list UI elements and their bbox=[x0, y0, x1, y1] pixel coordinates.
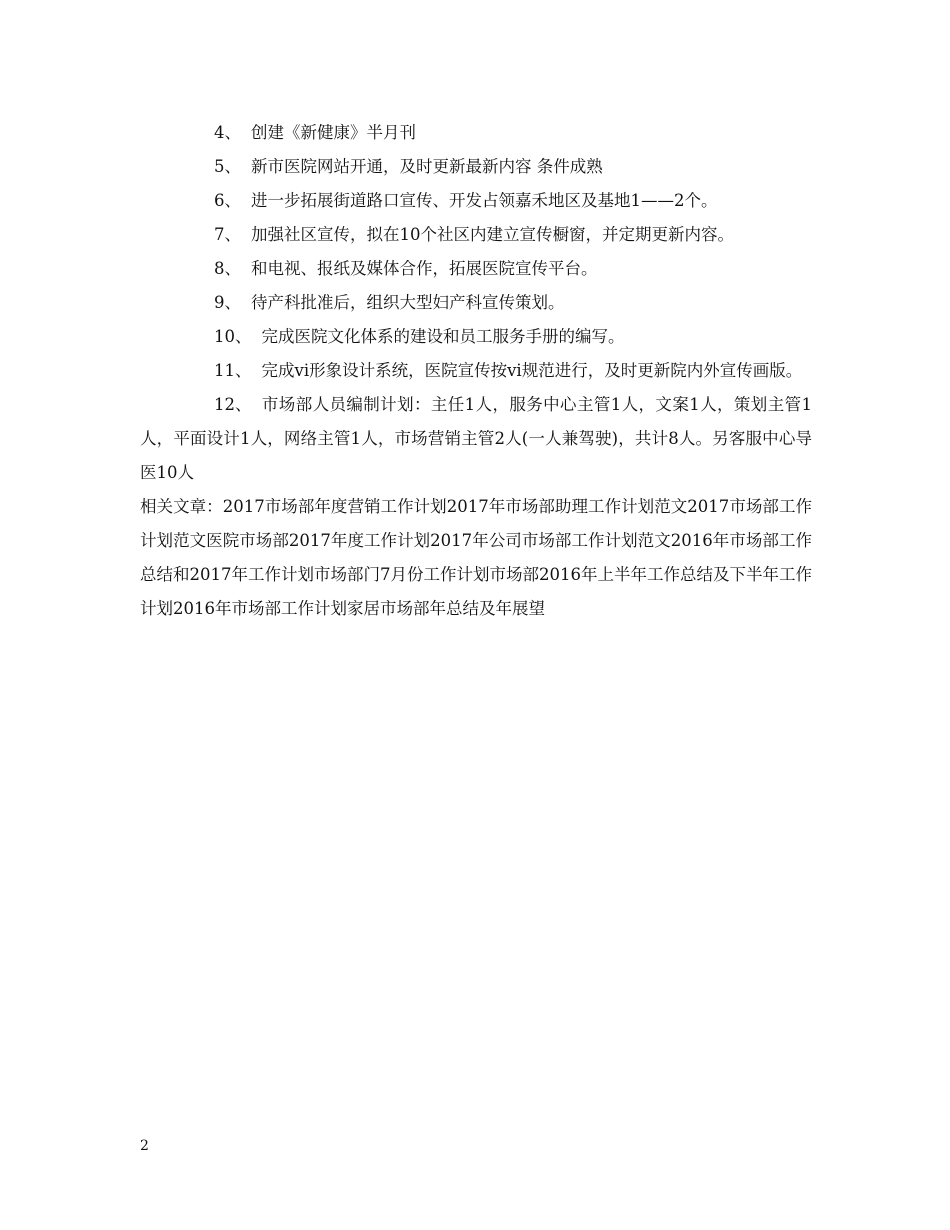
list-item-text: 完成医院文化体系的建设和员工服务手册的编写。 bbox=[261, 327, 625, 346]
list-item bbox=[140, 354, 812, 388]
list-item-text: 新市医院网站开通，及时更新最新内容 条件成熟 bbox=[251, 157, 603, 176]
list-item-number: 7、 bbox=[214, 225, 241, 244]
related-articles: 相关文章：2017市场部年度营销工作计划2017年市场部助理工作计划范文2017市场部工作计划范文医院市场部2017年度工作计划2017年公司市场部工作计划范文2016年市场部工作总结和2017年工作计划市场部门7月份工作计划市场部2016年上半年工作总结及下半年工作计划2016年市场部工作计划家居市场部年总结及年展望 bbox=[140, 497, 812, 618]
list-item-text: 进一步拓展街道路口宣传、开发占领嘉禾地区及基地1——2个。 bbox=[251, 191, 718, 210]
list-item-number: 11、 bbox=[214, 361, 252, 380]
list-item-text: 和电视、报纸及媒体合作，拓展医院宣传平台。 bbox=[251, 259, 598, 278]
list-item bbox=[140, 252, 812, 286]
list-item bbox=[140, 320, 812, 354]
list-item-number: 9、 bbox=[214, 293, 241, 312]
list-item-number: 5、 bbox=[214, 157, 241, 176]
list-item bbox=[140, 218, 812, 252]
list-item bbox=[140, 150, 812, 184]
list-item-text: 加强社区宣传，拟在10个社区内建立宣传橱窗，并定期更新内容。 bbox=[251, 225, 734, 244]
list-item bbox=[140, 286, 812, 320]
list-item bbox=[140, 184, 812, 218]
list-item-text: 待产科批准后，组织大型妇产科宣传策划。 bbox=[251, 293, 565, 312]
list-item-number: 6、 bbox=[214, 191, 241, 210]
list-item-number: 12、 bbox=[214, 395, 252, 414]
list-item-number: 8、 bbox=[214, 259, 241, 278]
list-item-text: 创建《新健康》半月刊 bbox=[251, 123, 416, 142]
list-item-number: 10、 bbox=[214, 327, 252, 346]
list-item bbox=[140, 116, 812, 150]
page-number: 2 bbox=[140, 1138, 149, 1154]
list-item bbox=[140, 388, 812, 490]
document-body bbox=[140, 116, 812, 626]
list-item-number: 4、 bbox=[214, 123, 241, 142]
list-item-text: 完成vi形象设计系统，医院宣传按vi规范进行，及时更新院内外宣传画版。 bbox=[261, 361, 803, 380]
list-item-text: 市场部人员编制计划：主任1人，服务中心主管1人，文案1人，策划主管1人，平面设计1人，网络主管1人，市场营销主管2人(一人兼驾驶)，共计8人。另客服中心导医10人 bbox=[140, 395, 812, 482]
